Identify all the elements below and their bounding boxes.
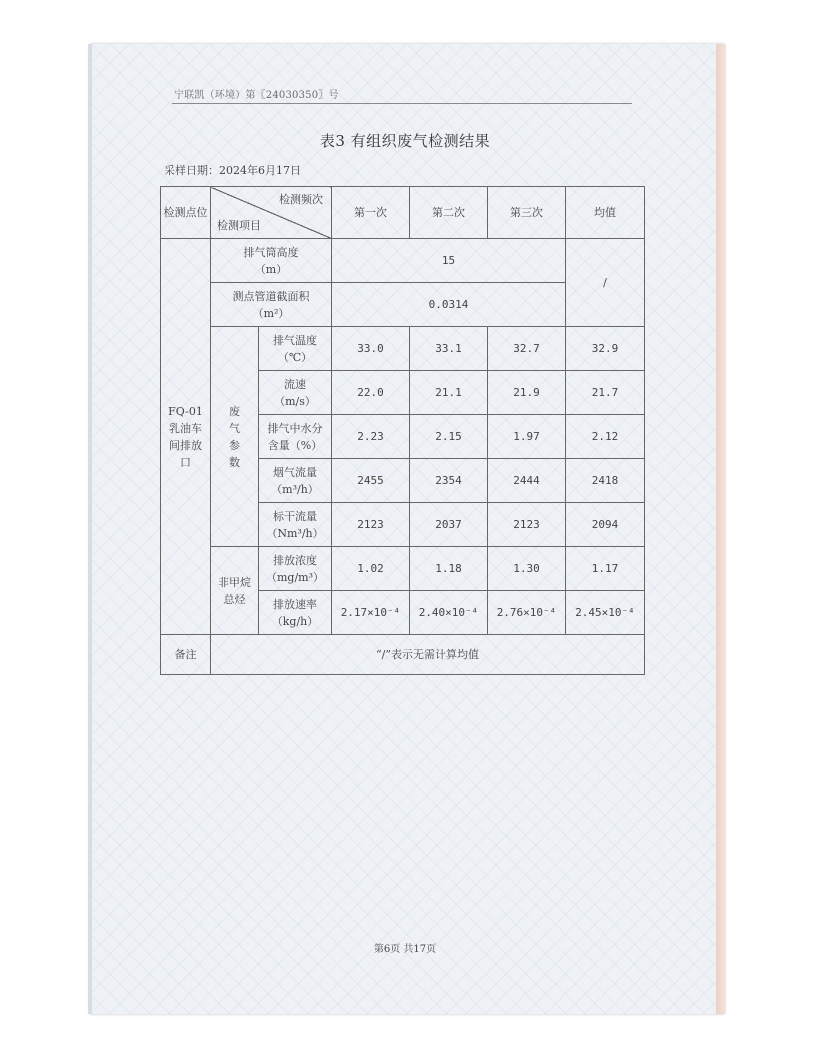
table-cell: 2.15	[410, 415, 488, 459]
exhaust-parameters-group: 废 气 参 数	[211, 327, 259, 547]
page-edge-left	[88, 44, 92, 1014]
table-cell: 2.23	[332, 415, 410, 459]
col-header-mean: 均值	[566, 187, 645, 239]
report-number-header: 宁联凯（环境）第〖24030350〗号	[174, 90, 339, 101]
table-cell: 2037	[410, 503, 488, 547]
page-number: 第6页 共17页	[373, 944, 437, 955]
table-cell: 2.76×10⁻⁴	[488, 591, 566, 635]
table-cell: 33.0	[332, 327, 410, 371]
exhaust-results-table	[160, 186, 645, 675]
corner-item-label: 检测项目	[217, 219, 261, 232]
table-cell: 2094	[566, 503, 645, 547]
row-label-temperature: 排气温度 （℃）	[259, 327, 332, 371]
corner-point-header: 检测点位	[161, 187, 211, 239]
table-cell: 21.9	[488, 371, 566, 415]
table-cell: 1.17	[566, 547, 645, 591]
row-label-emission-rate: 排放速率 （kg/h）	[259, 591, 332, 635]
corner-frequency-label: 检测频次	[279, 193, 323, 206]
table-cell: 2.40×10⁻⁴	[410, 591, 488, 635]
nmhc-group: 非甲烷 总烃	[211, 547, 259, 635]
header-rule	[172, 103, 632, 104]
table-cell: 1.97	[488, 415, 566, 459]
row-label-flue-flow: 烟气流量 （m³/h）	[259, 459, 332, 503]
table-cell: 21.1	[410, 371, 488, 415]
row-label-moisture: 排气中水分 含量（%）	[259, 415, 332, 459]
mean-not-applicable: /	[566, 239, 645, 327]
row-label-section-area: 测点管道截面积 （m²）	[211, 283, 332, 327]
row-label-stack-height: 排气筒高度 （m）	[211, 239, 332, 283]
table-cell: 32.9	[566, 327, 645, 371]
remark-label: 备注	[161, 635, 211, 675]
row-label-velocity: 流速 （m/s）	[259, 371, 332, 415]
table-cell: 2.45×10⁻⁴	[566, 591, 645, 635]
table-cell: 32.7	[488, 327, 566, 371]
table-cell: 1.18	[410, 547, 488, 591]
col-header-3: 第三次	[488, 187, 566, 239]
page-edge-right	[716, 44, 726, 1014]
table-cell: 33.1	[410, 327, 488, 371]
table-cell: 21.7	[566, 371, 645, 415]
row-label-concentration: 排放浓度 （mg/m³）	[259, 547, 332, 591]
sample-date: 采样日期：2024年6月17日	[164, 164, 301, 177]
table-cell: 2123	[332, 503, 410, 547]
table-title: 表3 有组织废气检测结果	[319, 132, 491, 150]
table-cell: 2.12	[566, 415, 645, 459]
stack-height-value: 15	[332, 239, 566, 283]
table-cell: 1.02	[332, 547, 410, 591]
table-cell: 2123	[488, 503, 566, 547]
col-header-2: 第二次	[410, 187, 488, 239]
table-cell: 1.30	[488, 547, 566, 591]
corner-diagonal-header	[211, 187, 332, 239]
col-header-1: 第一次	[332, 187, 410, 239]
table-cell: 22.0	[332, 371, 410, 415]
remark-text: “/”表示无需计算均值	[211, 635, 645, 675]
table-cell: 2418	[566, 459, 645, 503]
table-cell: 2455	[332, 459, 410, 503]
section-area-value: 0.0314	[332, 283, 566, 327]
table-cell: 2354	[410, 459, 488, 503]
sampling-point: FQ-01 乳油车 间排放 口	[161, 239, 211, 635]
table-cell: 2.17×10⁻⁴	[332, 591, 410, 635]
row-label-standard-flow: 标干流量 （Nm³/h）	[259, 503, 332, 547]
table-cell: 2444	[488, 459, 566, 503]
